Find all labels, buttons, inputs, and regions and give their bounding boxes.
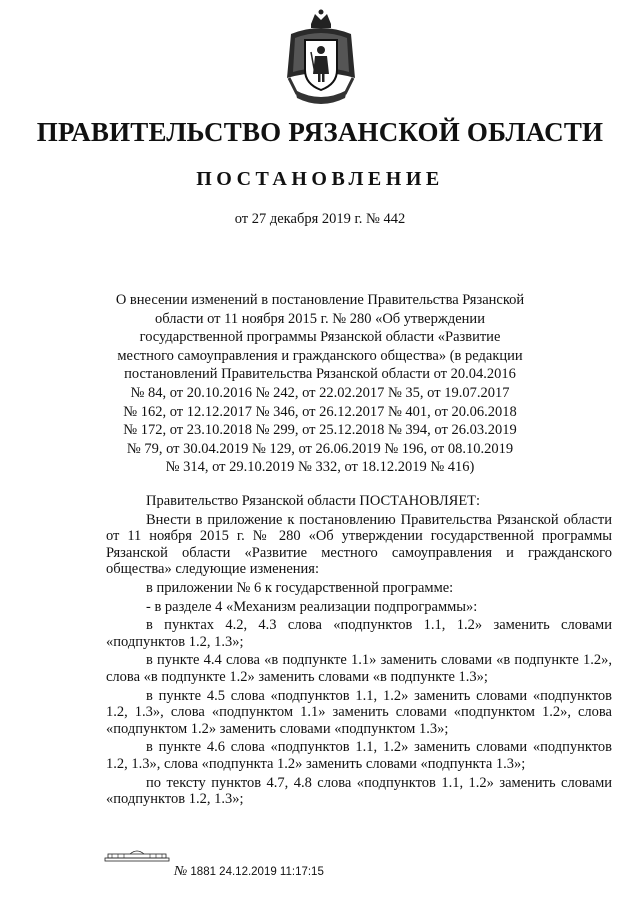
government-title: ПРАВИТЕЛЬСТВО РЯЗАНСКОЙ ОБЛАСТИ <box>36 117 604 147</box>
body-paragraph: в пункте 4.4 слова «в подпункте 1.1» заменить словами «в подпункте 1.2», слова «в подпункте 1.2» заменить словами «в подпункте 1.3»; <box>106 652 612 685</box>
subject-line: № 79, от 30.04.2019 № 129, от 26.06.2019 № 196, от 08.10.2019 <box>126 440 514 457</box>
body-paragraph: в пункте 4.5 слова «подпунктов 1.1, 1.2» заменить словами «подпунктов 1.2, 1.3», слова «подпунктом 1.1» заменить словами «подпунктом 1.2», слова «подпунктом 1.2» заменить словами «подпунктом 1.3»; <box>106 687 612 737</box>
ryazan-coat-of-arms-icon <box>281 8 361 112</box>
subject-line: № 314, от 29.10.2019 № 332, от 18.12.2019 № 416) <box>165 459 475 476</box>
document-date-number: от 27 декабря 2019 г. № 442 <box>234 211 406 227</box>
body-paragraph: - в разделе 4 «Механизм реализации подпрограммы»: <box>146 598 478 615</box>
subject-line: О внесении изменений в постановление Правительства Рязанской <box>115 292 525 308</box>
document-type: ПОСТАНОВЛЕНИЕ <box>196 168 444 190</box>
subject-line: государственной программы Рязанской области «Развитие <box>139 329 501 346</box>
subject-line: № 162, от 12.12.2017 № 346, от 26.12.2017 № 401, от 20.06.2018 <box>123 403 517 420</box>
registry-stamp-text <box>174 864 324 880</box>
building-stamp-icon <box>104 848 170 864</box>
subject-line: № 84, от 20.10.2016 № 242, от 22.02.2017 № 35, от 19.07.2017 <box>130 384 510 401</box>
subject-line: № 172, от 23.10.2018 № 299, от 25.12.2018 № 394, от 26.03.2019 <box>123 422 517 439</box>
subject-line: постановлений Правительства Рязанской области от 20.04.2016 <box>124 366 516 383</box>
body-paragraph: Внести в приложение к постановлению Правительства Рязанской области от 11 ноября 2015 г. № 280 «Об утверждении государственной программы Рязанской области «Развитие местного самоуправления и гражданского общества» следующие изменения: <box>106 511 612 578</box>
registry-stamp-value: 1881 24.12.2019 11:17:15 <box>190 866 324 878</box>
registry-number-sign: № <box>174 864 188 879</box>
document-subject <box>95 291 545 477</box>
body-paragraph: в пунктах 4.2, 4.3 слова «подпунктов 1.1, 1.2» заменить словами «подпунктов 1.2, 1.3»; <box>106 617 612 650</box>
body-paragraph: Правительство Рязанской области ПОСТАНОВЛЯЕТ: <box>146 493 481 509</box>
body-paragraph: в приложении № 6 к государственной программе: <box>146 579 454 596</box>
document-body <box>106 493 612 810</box>
subject-line: местного самоуправления и гражданского общества» (в редакции <box>117 347 523 364</box>
body-paragraph: в пункте 4.6 слова «подпунктов 1.1, 1.2» заменить словами «подпунктов 1.2, 1.3», слова «подпункта 1.2» заменить словами «подпункта 1.3»; <box>106 739 612 772</box>
subject-line: области от 11 ноября 2015 г. № 280 «Об утверждении <box>155 310 485 327</box>
body-paragraph: по тексту пунктов 4.7, 4.8 слова «подпунктов 1.1, 1.2» заменить словами «подпунктов 1.2, 1.3»; <box>106 774 612 808</box>
